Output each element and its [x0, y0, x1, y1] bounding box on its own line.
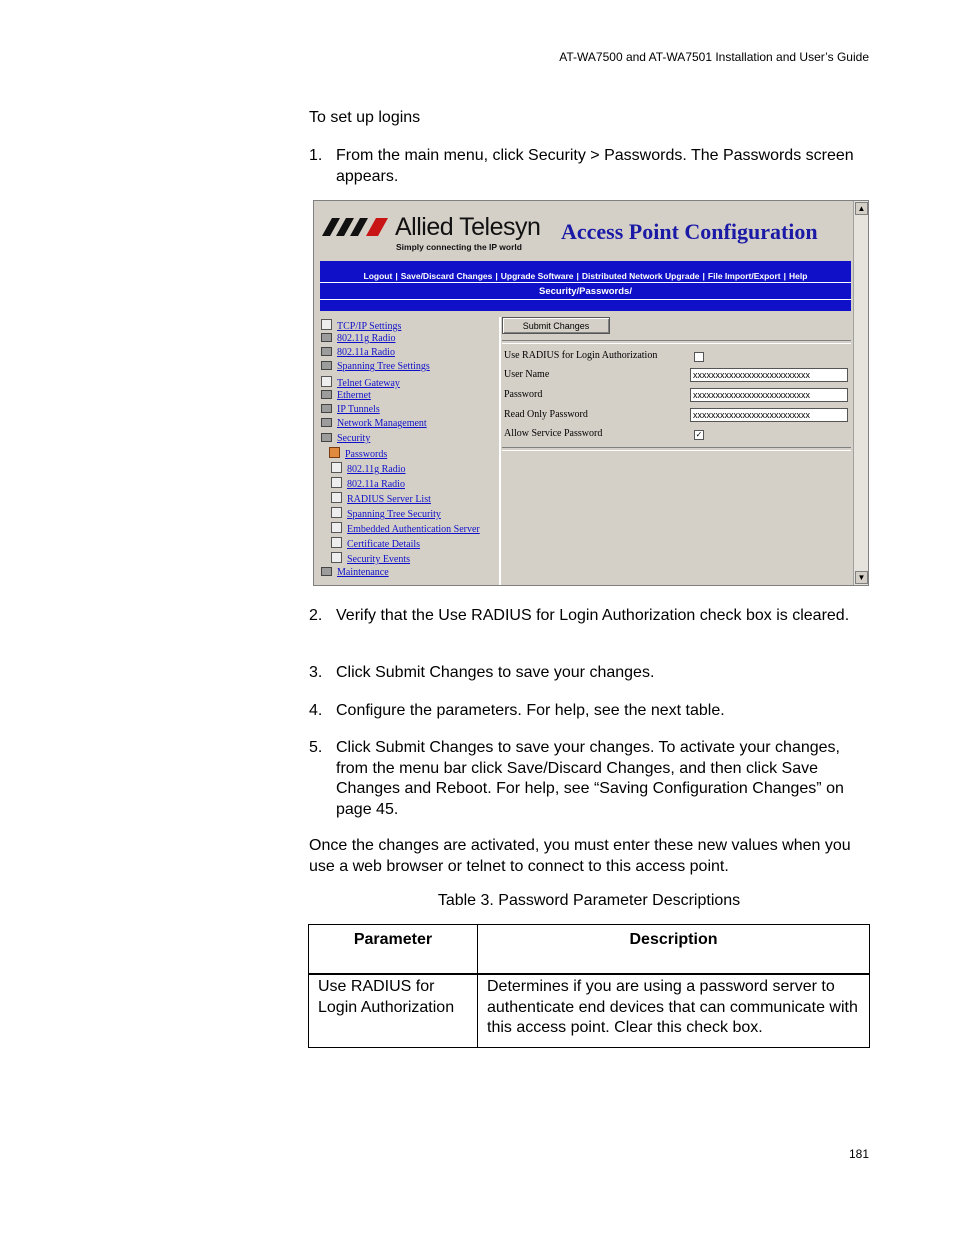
nav-passwords[interactable]	[329, 447, 387, 461]
menu-upgrade-software[interactable]: Upgrade Software	[500, 271, 574, 281]
nav-80211g-radio[interactable]	[321, 333, 396, 347]
use-radius-label: Use RADIUS for Login Authorization	[504, 350, 658, 361]
brand-tagline: Simply connecting the IP world	[396, 242, 522, 252]
folder-icon	[321, 567, 332, 576]
nav-network-management[interactable]	[321, 418, 427, 432]
menu-divider	[320, 282, 851, 283]
step-number: 3.	[309, 664, 323, 681]
page-icon	[331, 477, 342, 488]
step-text: Verify that the Use RADIUS for Login Authorization check box is cleared.	[336, 607, 850, 624]
app-title: Access Point Configuration	[561, 219, 818, 244]
vertical-scrollbar[interactable]	[853, 201, 868, 585]
nav-80211a-radio[interactable]	[321, 347, 395, 361]
nav-security-events[interactable]	[331, 552, 410, 566]
nav-ip-tunnels[interactable]	[321, 404, 380, 418]
nav-embedded-auth-server[interactable]	[331, 522, 480, 536]
form-divider	[502, 340, 851, 344]
nav-certificate-details[interactable]	[331, 537, 420, 551]
page-icon	[321, 376, 332, 387]
nav-tcpip-settings[interactable]	[321, 319, 401, 333]
user-name-label: User Name	[504, 369, 550, 380]
allow-service-password-checkbox[interactable]: ✓	[695, 430, 703, 439]
step-number: 4.	[309, 702, 323, 719]
use-radius-checkbox[interactable]	[694, 352, 704, 362]
page-number: 181	[849, 1147, 870, 1161]
step-number: 1.	[309, 147, 323, 164]
nav-label: 802.11g Radio	[337, 333, 396, 344]
nav-label: Security	[337, 433, 371, 444]
step-number: 5.	[309, 739, 323, 756]
nav-spanning-tree-settings[interactable]	[321, 361, 430, 375]
breadcrumb: Security/Passwords/	[539, 286, 632, 297]
nav-label: Telnet Gateway	[337, 378, 400, 389]
nav-label: 802.11g Radio	[347, 464, 406, 475]
step-1	[309, 146, 869, 187]
open-folder-icon	[321, 433, 332, 442]
form-divider	[502, 447, 851, 451]
closing-paragraph: Once the changes are activated, you must enter these new values when you use a web browser or telnet to connect to this access point.	[309, 837, 851, 875]
nav-label: Ethernet	[337, 390, 371, 401]
step-text: From the main menu, click Security > Passwords. The Passwords screen appears.	[336, 147, 854, 185]
running-header: AT-WA7500 and AT-WA7501 Installation and User’s Guide	[559, 50, 869, 64]
step-5	[309, 738, 869, 820]
scroll-down-icon[interactable]: ▼	[855, 571, 868, 584]
password-input[interactable]: xxxxxxxxxxxxxxxxxxxxxxxxxx	[690, 388, 848, 402]
nav-label: RADIUS Server List	[347, 494, 431, 505]
nav-label: Certificate Details	[347, 539, 421, 550]
page-icon	[321, 319, 332, 330]
description-cell: Determines if you are using a password server to authenticate end devices that can communicate with this access point. Clear this check box.	[478, 975, 870, 1048]
page-icon	[331, 507, 342, 518]
menu-distributed-upgrade[interactable]: Distributed Network Upgrade	[581, 271, 700, 281]
menu-bar: Logout | Save/Discard Changes | Upgrade Software | Distributed Network Upgrade | File Import/Export | Help Security/Passwords/	[320, 261, 851, 311]
menu-save-discard[interactable]: Save/Discard Changes	[400, 271, 493, 281]
nav-label: Security Events	[347, 554, 411, 565]
nav-security[interactable]	[321, 433, 370, 447]
passwords-screen-screenshot	[313, 200, 869, 586]
page-icon	[331, 492, 342, 503]
menu-help[interactable]: Help	[789, 271, 808, 281]
step-text: Configure the parameters. For help, see the next table.	[336, 702, 725, 719]
page-icon	[331, 522, 342, 533]
folder-icon	[321, 347, 332, 356]
menu-file-import-export[interactable]: File Import/Export	[707, 271, 781, 281]
step-text: Click Submit Changes to save your changes.	[336, 664, 655, 681]
table-caption: Table 3. Password Parameter Descriptions	[437, 892, 741, 909]
nav-label: TCP/IP Settings	[337, 321, 402, 332]
step-text: Click Submit Changes to save your changes. To activate your changes, from the menu bar click Save/Discard Changes, and then click Save Changes and Reboot. For help, see “Saving Configuration Changes” on page 45.	[336, 739, 844, 818]
procedure-title: To set up logins	[309, 109, 421, 126]
nav-label: Passwords	[345, 449, 388, 460]
allow-service-password-label: Allow Service Password	[504, 428, 603, 439]
scroll-up-icon[interactable]: ▲	[855, 202, 868, 215]
nav-label: Spanning Tree Settings	[337, 361, 430, 372]
step-4	[309, 701, 869, 722]
table-header-row	[309, 925, 870, 974]
menu-logout[interactable]: Logout	[363, 271, 393, 281]
navigation-tree	[319, 317, 501, 585]
nav-label: 802.11a Radio	[347, 479, 405, 490]
folder-icon	[321, 333, 332, 342]
password-label: Password	[504, 389, 543, 400]
read-only-password-label: Read Only Password	[504, 409, 588, 420]
column-header-description: Description	[478, 925, 870, 974]
nav-label: Network Management	[337, 418, 427, 429]
step-2	[309, 606, 869, 627]
nav-telnet-gateway[interactable]	[321, 376, 400, 390]
nav-label: Spanning Tree Security	[347, 509, 441, 520]
nav-ethernet[interactable]	[321, 390, 371, 404]
nav-label: 802.11a Radio	[337, 347, 395, 358]
folder-icon	[321, 361, 332, 370]
page-icon	[331, 537, 342, 548]
column-header-parameter: Parameter	[309, 925, 478, 974]
nav-security-80211g-radio[interactable]	[331, 462, 406, 476]
parameter-cell: Use RADIUS for Login Authorization	[309, 975, 478, 1048]
nav-security-80211a-radio[interactable]	[331, 477, 405, 491]
page-icon	[331, 552, 342, 563]
nav-label: IP Tunnels	[337, 404, 380, 415]
brand-name: Allied Telesyn	[395, 213, 541, 241]
table-row	[309, 975, 870, 1048]
user-name-input[interactable]: xxxxxxxxxxxxxxxxxxxxxxxxxx	[690, 368, 848, 382]
folder-icon	[321, 404, 332, 413]
selected-page-icon	[329, 447, 340, 458]
parameter-table	[308, 924, 870, 1048]
nav-spanning-tree-security[interactable]	[331, 507, 441, 521]
submit-changes-button[interactable]: Submit Changes	[502, 317, 610, 334]
nav-label: Embedded Authentication Server	[347, 524, 480, 535]
page-icon	[331, 462, 342, 473]
read-only-password-input[interactable]: xxxxxxxxxxxxxxxxxxxxxxxxxx	[690, 408, 848, 422]
menu-divider	[320, 299, 851, 300]
folder-icon	[321, 390, 332, 399]
folder-icon	[321, 418, 332, 427]
step-3	[309, 663, 869, 684]
allied-telesyn-logo-icon	[322, 218, 390, 236]
step-number: 2.	[309, 607, 323, 624]
nav-radius-server-list[interactable]	[331, 492, 431, 506]
nav-maintenance[interactable]	[321, 567, 389, 581]
nav-label: Maintenance	[337, 567, 389, 578]
brand-banner	[319, 204, 851, 258]
